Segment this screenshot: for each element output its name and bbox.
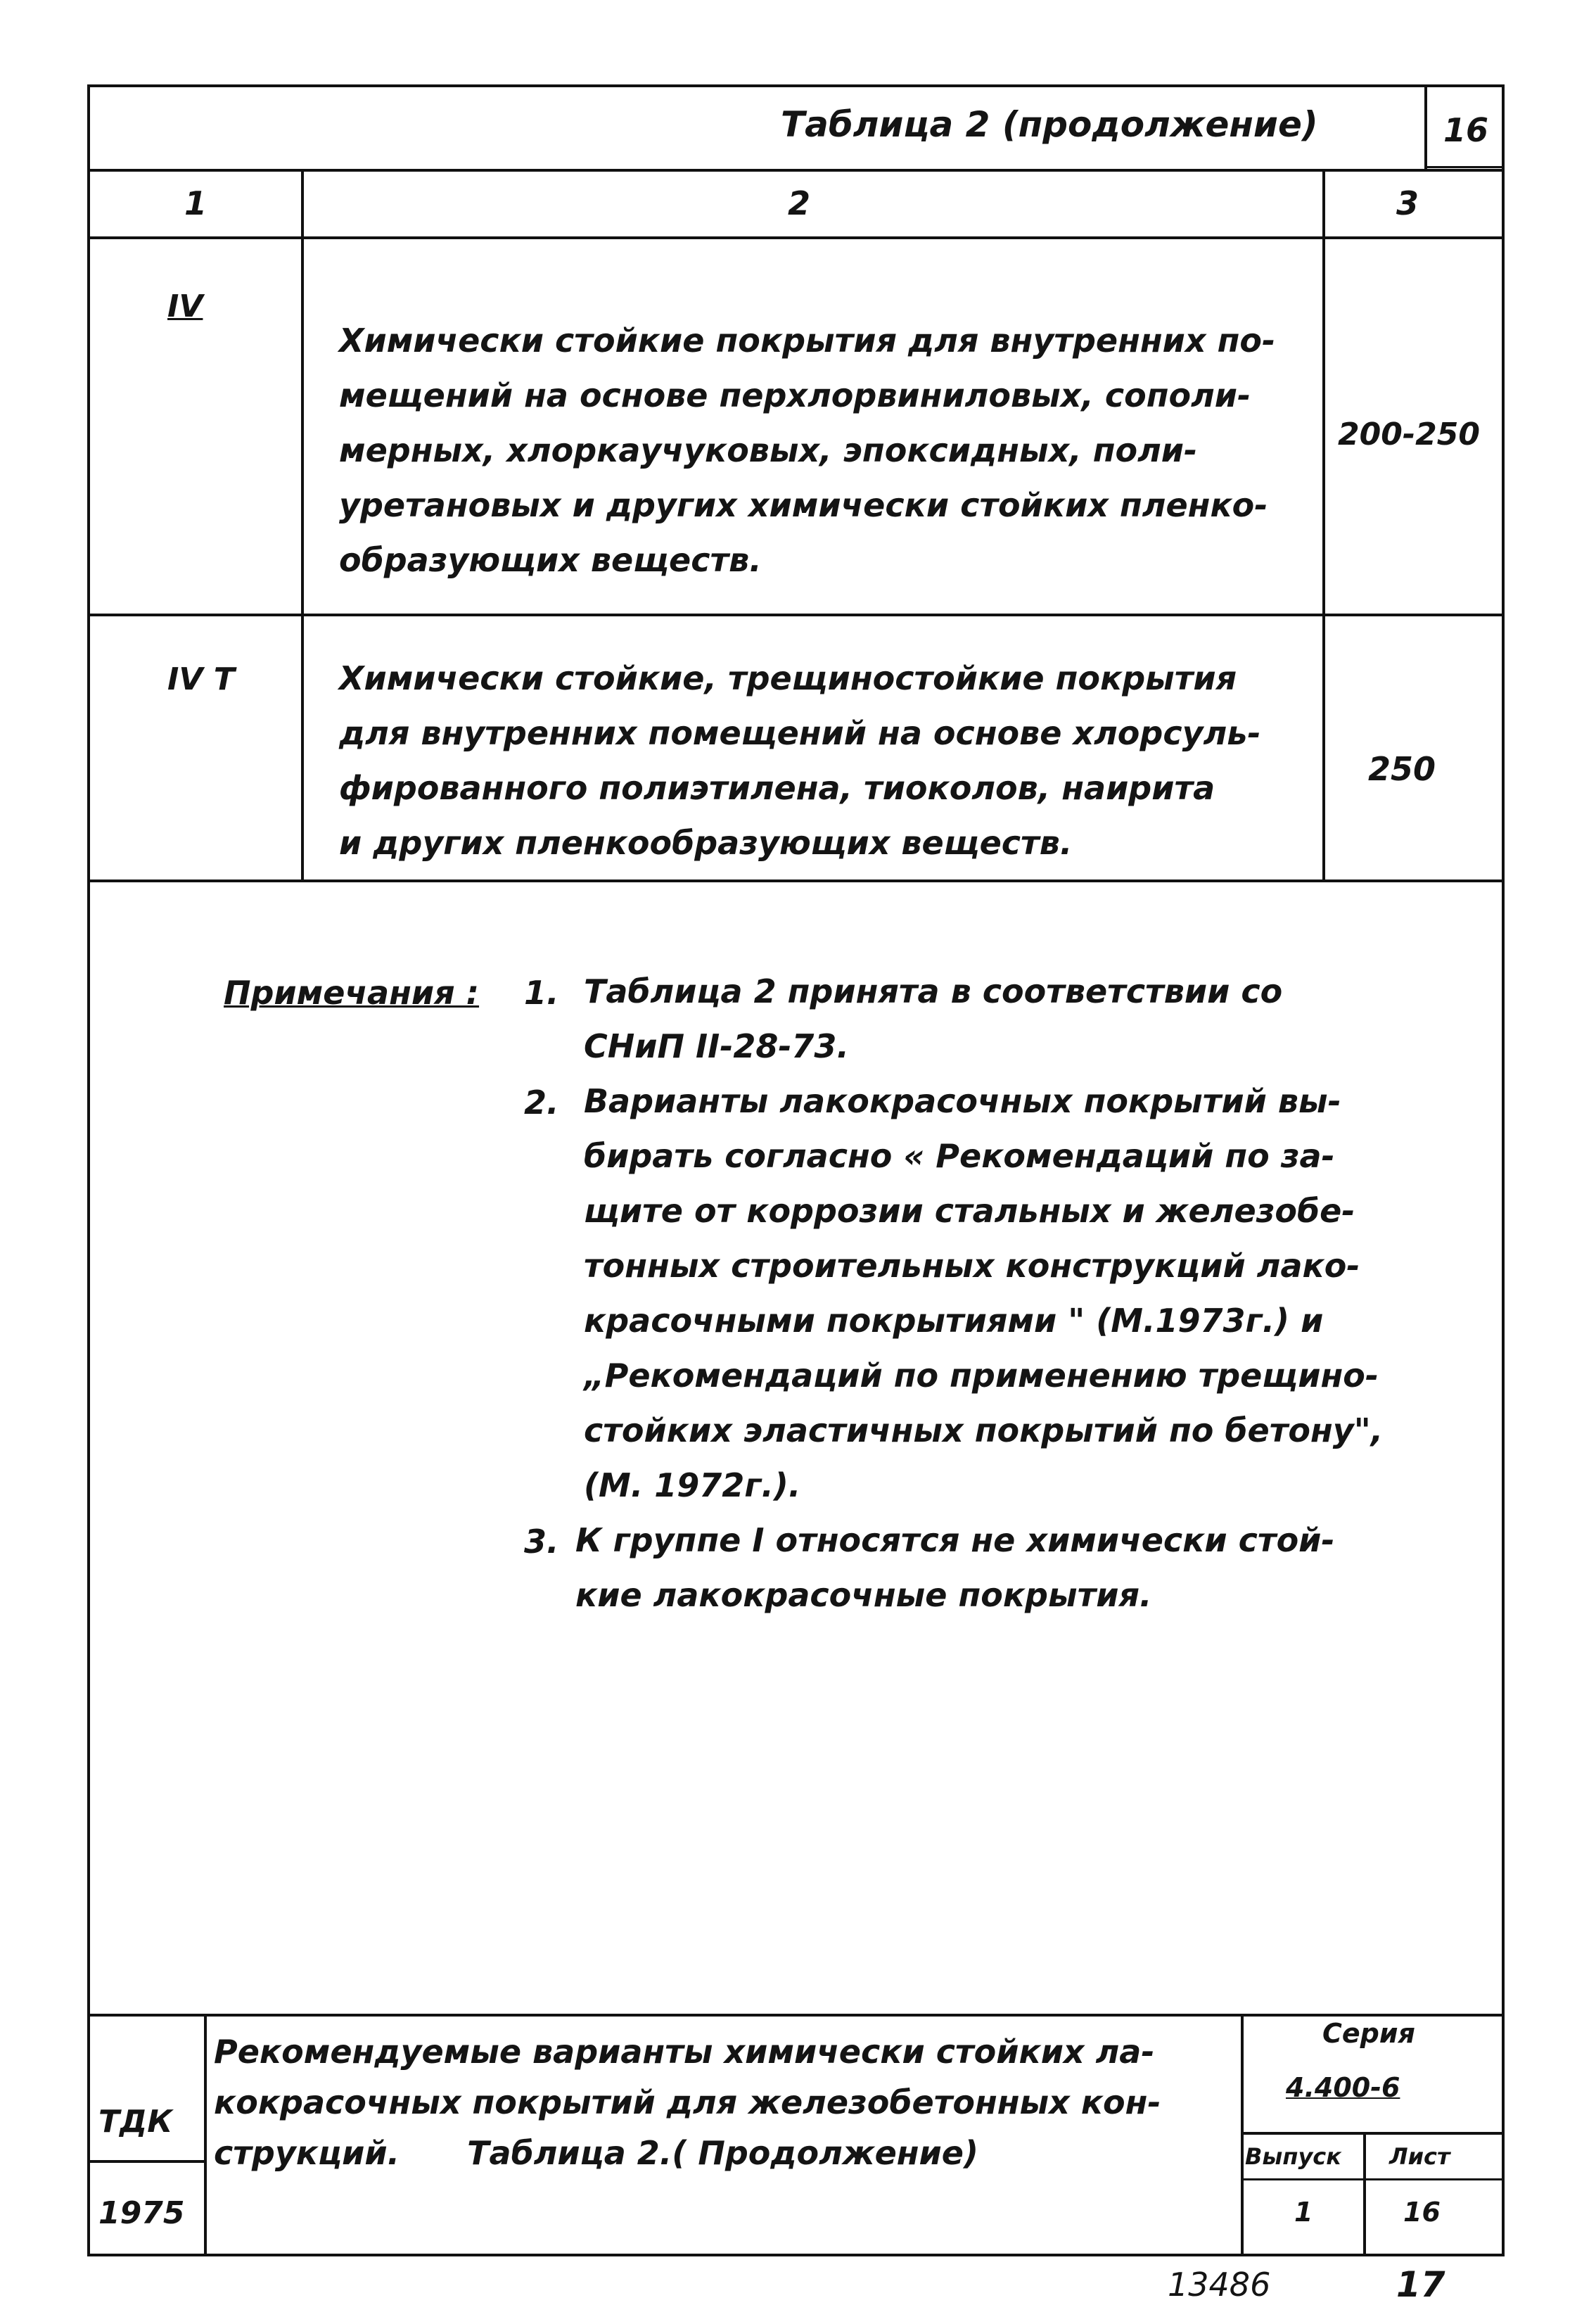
note-line: СНиП II-28-73. bbox=[584, 1027, 849, 1065]
titleblock-year: 1975 bbox=[98, 2195, 185, 2231]
note-3-number: 3. bbox=[524, 1523, 559, 1561]
series-value: 4.400-6 bbox=[1286, 2072, 1400, 2103]
note-line: тонных строительных конструкций лако- bbox=[584, 1247, 1360, 1285]
note-line: „Рекомендаций по применению трещино- bbox=[584, 1357, 1379, 1395]
row-1-line: Химически стойкие покрытия для внутренних по- bbox=[339, 322, 1276, 360]
page-box-divider bbox=[1424, 84, 1427, 170]
row-2-line: фированного полиэтилена, тиоколов, наирита bbox=[339, 769, 1215, 807]
frame-top bbox=[87, 84, 1505, 87]
note-line: бирать согласно « Рекомендаций по за- bbox=[584, 1137, 1335, 1175]
issue-label: Выпуск bbox=[1245, 2143, 1341, 2170]
note-3-text bbox=[575, 1513, 1335, 1623]
titleblock-org: ТДК bbox=[98, 2104, 173, 2140]
row-2-code: IV Т bbox=[167, 661, 235, 697]
note-line: (М. 1972г.). bbox=[584, 1466, 801, 1504]
note-line: кие лакокрасочные покрытия. bbox=[575, 1576, 1152, 1614]
row-2-description bbox=[339, 651, 1260, 870]
frame-bottom bbox=[87, 2254, 1505, 2256]
column-header-2: 2 bbox=[788, 184, 811, 222]
col-divider-2 bbox=[1322, 169, 1325, 881]
row-separator-1 bbox=[87, 614, 1505, 616]
page-number: 17 bbox=[1396, 2264, 1445, 2305]
titleblock-right-divider bbox=[1241, 2014, 1244, 2256]
row-2-thickness: 250 bbox=[1368, 750, 1436, 788]
note-line: К группе I относятся не химически стой- bbox=[575, 1521, 1335, 1559]
inventory-number: 13486 bbox=[1168, 2266, 1271, 2304]
titleblock-labels-bottom bbox=[1241, 2178, 1505, 2180]
series-label: Серия bbox=[1322, 2018, 1415, 2049]
note-line: щите от коррозии стальных и железобе- bbox=[584, 1192, 1355, 1230]
row-1-line: мещений на основе перхлорвиниловых, сополи- bbox=[339, 376, 1251, 414]
page-box-bottom bbox=[1424, 166, 1505, 168]
column-header-1: 1 bbox=[184, 184, 208, 222]
titleblock-line: струкций. Таблица 2.( Продолжение) bbox=[214, 2134, 978, 2172]
page-box-number: 16 bbox=[1443, 111, 1489, 149]
note-line: красочными покрытиями " (М.1973г.) и bbox=[584, 1302, 1324, 1340]
table-continuation-title: Таблица 2 (продолжение) bbox=[781, 104, 1318, 145]
note-1-text bbox=[584, 964, 1282, 1074]
notes-heading: Примечания : bbox=[224, 974, 480, 1012]
note-2-number: 2. bbox=[524, 1084, 559, 1122]
table-bottom-line bbox=[87, 880, 1505, 882]
note-1-number: 1. bbox=[524, 974, 559, 1012]
titleblock-series-bottom bbox=[1241, 2132, 1505, 2135]
titleblock-line: Рекомендуемые варианты химически стойких ла- bbox=[214, 2033, 1155, 2071]
row-1-line: образующих веществ. bbox=[339, 541, 762, 579]
column-header-3: 3 bbox=[1396, 184, 1419, 222]
note-line: Таблица 2 принята в соответствии со bbox=[584, 972, 1283, 1010]
titleblock-left-divider bbox=[204, 2014, 207, 2256]
titleblock-line: кокрасочных покрытий для железобетонных кон- bbox=[214, 2083, 1161, 2121]
frame-right bbox=[1502, 84, 1505, 2256]
colhead-bottom-line bbox=[87, 236, 1505, 239]
note-line: Варианты лакокрасочных покрытий вы- bbox=[584, 1082, 1341, 1120]
row-1-description bbox=[339, 313, 1275, 588]
sheet-label: Лист bbox=[1389, 2143, 1450, 2170]
header-bottom-line bbox=[87, 169, 1505, 172]
note-2-text bbox=[584, 1074, 1383, 1513]
row-2-line: для внутренних помещений на основе хлорсуль- bbox=[339, 714, 1261, 752]
titleblock-issue-sheet-divider bbox=[1363, 2132, 1366, 2256]
note-line: стойких эластичных покрытий по бетону", bbox=[584, 1411, 1384, 1449]
row-1-line: мерных, хлоркаучуковых, эпоксидных, поли- bbox=[339, 431, 1198, 469]
row-1-thickness: 200-250 bbox=[1338, 417, 1480, 452]
issue-value: 1 bbox=[1294, 2197, 1313, 2228]
titleblock-description bbox=[214, 2026, 1161, 2178]
frame-left bbox=[87, 84, 90, 2256]
titleblock-top-line bbox=[87, 2014, 1505, 2017]
titleblock-org-year-divider bbox=[87, 2160, 205, 2163]
sheet-value: 16 bbox=[1403, 2197, 1441, 2228]
row-1-line: уретановых и других химически стойких пленко- bbox=[339, 486, 1268, 524]
row-2-line: Химически стойкие, трещиностойкие покрытия bbox=[339, 659, 1237, 697]
col-divider-1 bbox=[301, 169, 304, 881]
row-1-code: IV bbox=[167, 288, 203, 324]
row-2-line: и других пленкообразующих веществ. bbox=[339, 824, 1073, 862]
